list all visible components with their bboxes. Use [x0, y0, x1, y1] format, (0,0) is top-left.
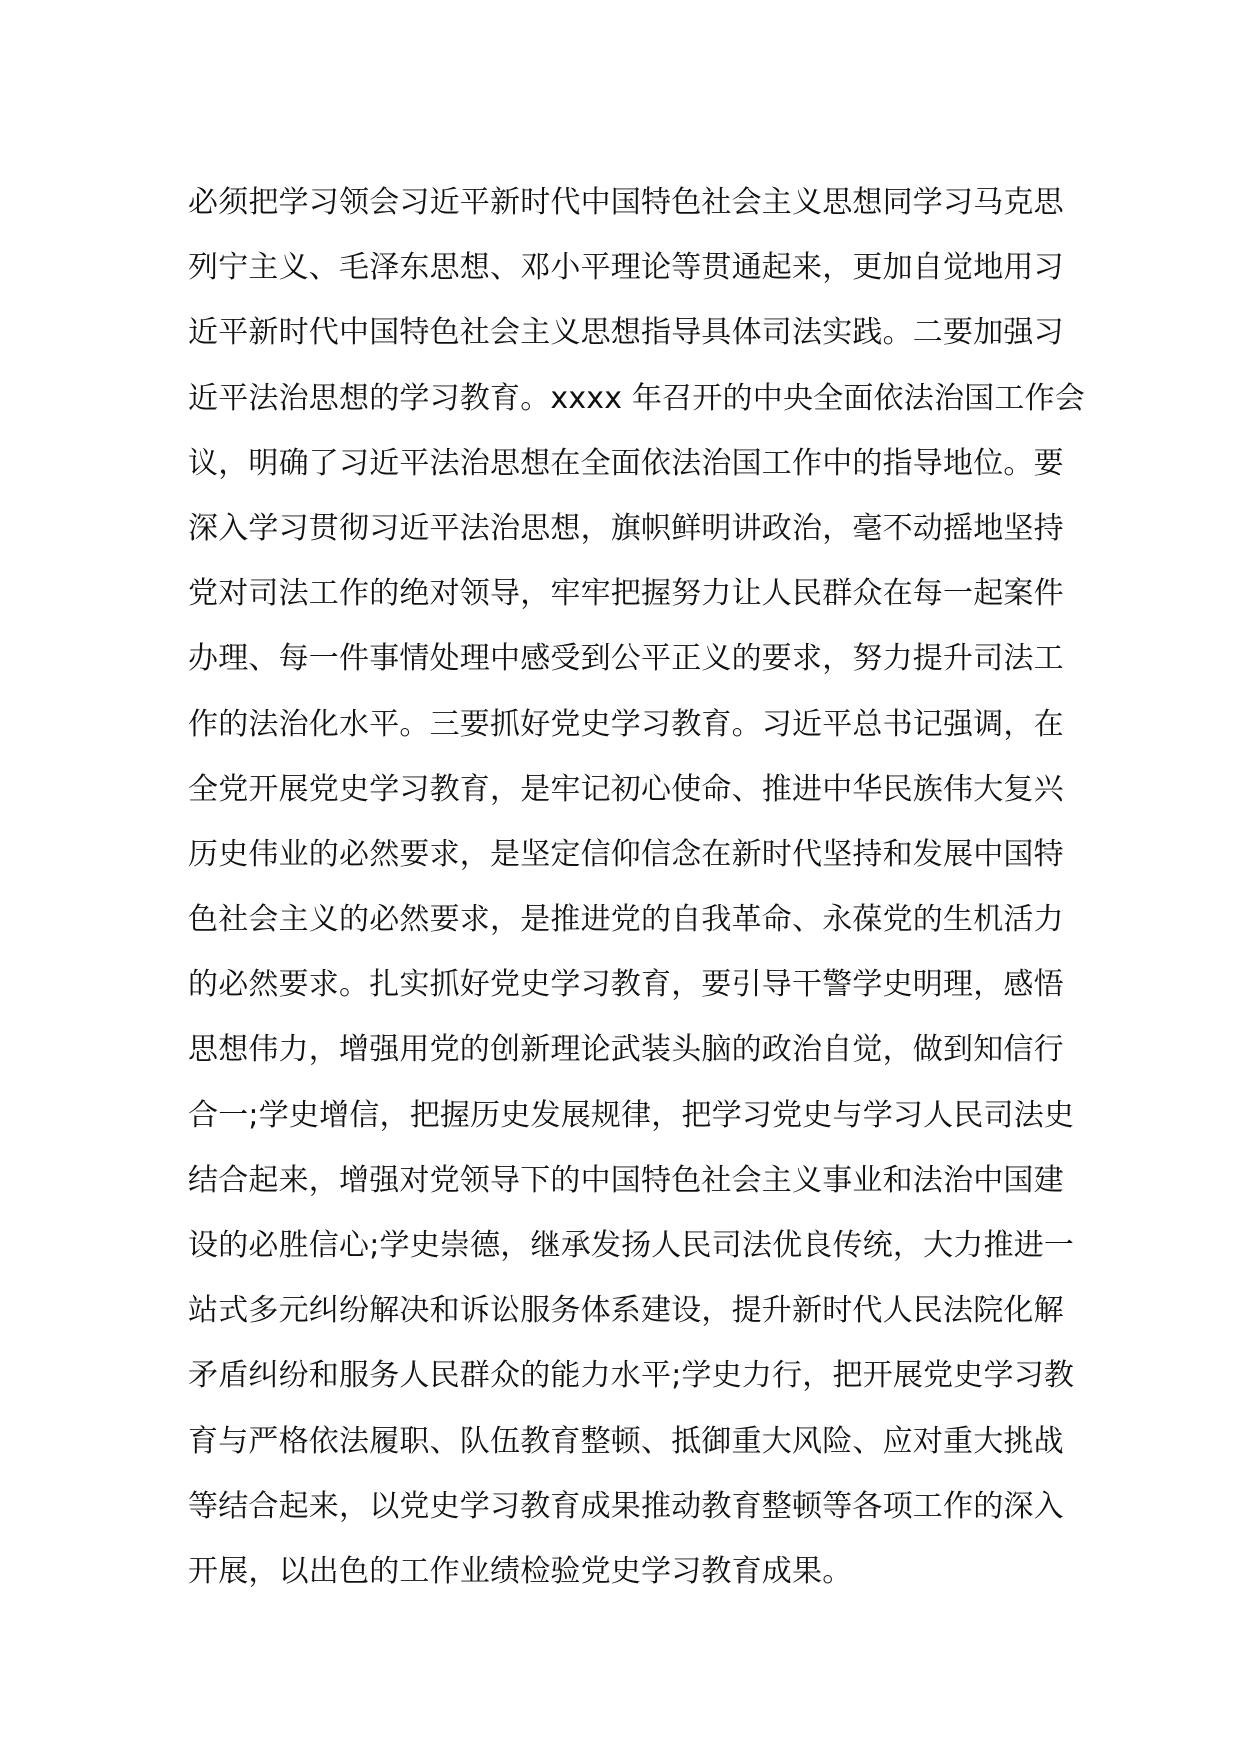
- paragraph-line: 深入学习贯彻习近平法治思想，旗帜鲜明讲政治，毫不动摇地坚持: [188, 510, 1064, 546]
- paragraph-line: 思想伟力，增强用党的创新理论武装头脑的政治自觉，做到知信行: [188, 1032, 1064, 1068]
- body-paragraph: [188, 170, 1085, 1604]
- paragraph-line: 色社会主义的必然要求，是推进党的自我革命、永葆党的生机活力: [188, 902, 1064, 938]
- paragraph-line: 近平新时代中国特色社会主义思想指导具体司法实践。二要加强习: [188, 315, 1064, 351]
- paragraph-line: 站式多元纠纷解决和诉讼服务体系建设，提升新时代人民法院化解: [188, 1293, 1064, 1329]
- paragraph-line: 开展，以出色的工作业绩检验党史学习教育成果。: [188, 1553, 853, 1589]
- paragraph-line: 列宁主义、毛泽东思想、邓小平理论等贯通起来，更加自觉地用习: [188, 250, 1064, 286]
- paragraph-line: 合一;学史增信，把握历史发展规律，把学习党史与学习人民司法史: [188, 1097, 1075, 1133]
- paragraph-line: 的必然要求。扎实抓好党史学习教育，要引导干警学史明理，感悟: [188, 967, 1064, 1003]
- paragraph-line: 近平法治思想的学习教育。xxxx 年召开的中央全面依法治国工作会: [188, 380, 1085, 416]
- paragraph-line: 办理、每一件事情处理中感受到公平正义的要求，努力提升司法工: [188, 641, 1064, 677]
- paragraph-line: 设的必胜信心;学史崇德，继承发扬人民司法优良传统，大力推进一: [188, 1228, 1075, 1263]
- paragraph-line: 矛盾纠纷和服务人民群众的能力水平;学史力行，把开展党史学习教: [188, 1358, 1075, 1394]
- paragraph-line: 育与严格依法履职、队伍教育整顿、抵御重大风险、应对重大挑战: [188, 1423, 1064, 1459]
- paragraph-line: 等结合起来，以党史学习教育成果推动教育整顿等各项工作的深入: [188, 1488, 1064, 1524]
- paragraph-line: 全党开展党史学习教育，是牢记初心使命、推进中华民族伟大复兴: [188, 771, 1064, 807]
- paragraph-line: 议，明确了习近平法治思想在全面依法治国工作中的指导地位。要: [188, 445, 1064, 481]
- paragraph-line: 必须把学习领会习近平新时代中国特色社会主义思想同学习马克思: [188, 185, 1064, 220]
- paragraph-line: 党对司法工作的绝对领导，牢牢把握努力让人民群众在每一起案件: [188, 576, 1064, 612]
- paragraph-line: 作的法治化水平。三要抓好党史学习教育。习近平总书记强调，在: [188, 706, 1064, 742]
- paragraph-line: 结合起来，增强对党领导下的中国特色社会主义事业和法治中国建: [188, 1162, 1064, 1198]
- paragraph-line: 历史伟业的必然要求，是坚定信仰信念在新时代坚持和发展中国特: [188, 836, 1064, 872]
